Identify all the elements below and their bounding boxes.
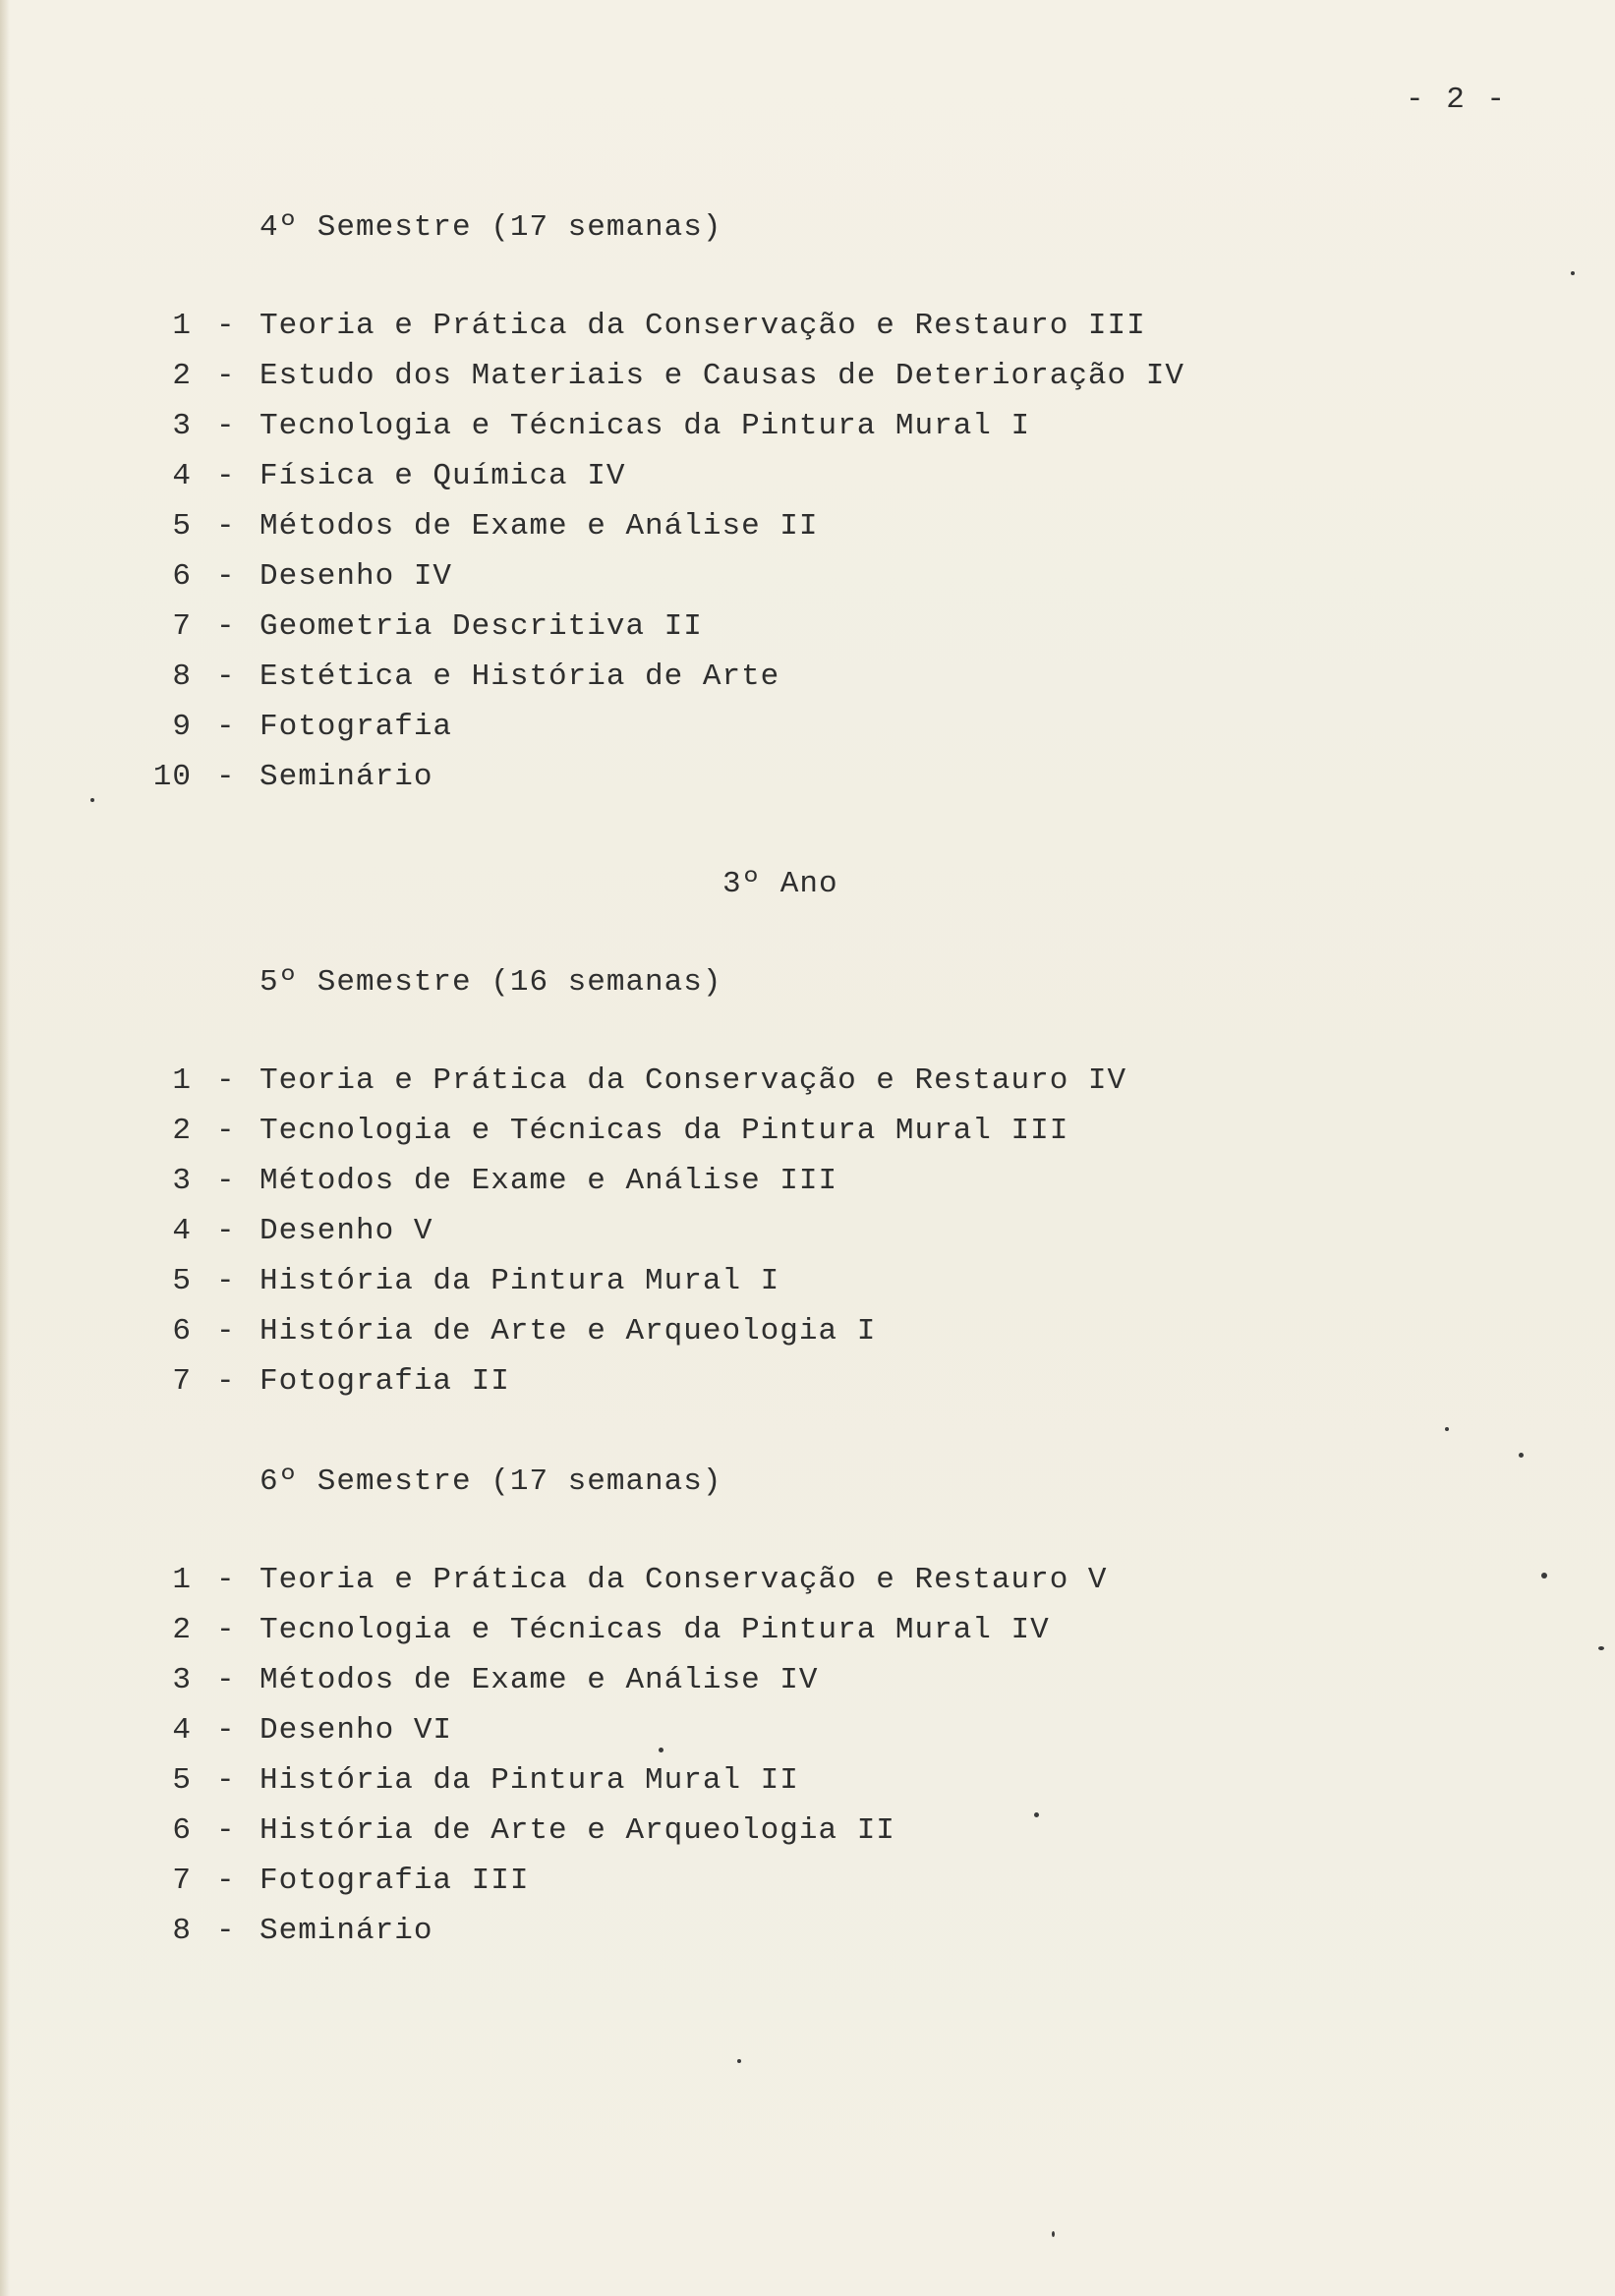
scan-speck bbox=[1571, 271, 1575, 275]
semester-5-course-list bbox=[0, 1063, 1376, 1414]
course-number: 7 bbox=[172, 1864, 192, 1898]
course-list-item bbox=[0, 1713, 1376, 1763]
course-title: História de Arte e Arqueologia I bbox=[260, 1314, 877, 1349]
course-list-item bbox=[0, 710, 1376, 760]
course-title: Teoria e Prática da Conservação e Restauro III bbox=[260, 309, 1146, 343]
course-dash: - bbox=[216, 1663, 236, 1697]
course-dash: - bbox=[216, 1214, 236, 1248]
course-dash: - bbox=[216, 1563, 236, 1597]
course-list-item bbox=[0, 559, 1376, 609]
course-number: 10 bbox=[152, 760, 192, 794]
course-number: 3 bbox=[172, 1663, 192, 1697]
scan-speck bbox=[1034, 1812, 1039, 1817]
course-dash: - bbox=[216, 509, 236, 544]
course-list-item bbox=[0, 1314, 1376, 1364]
course-title: Métodos de Exame e Análise IV bbox=[260, 1663, 819, 1697]
course-number: 4 bbox=[172, 1713, 192, 1748]
course-number: 3 bbox=[172, 1164, 192, 1198]
course-list-item bbox=[0, 1813, 1376, 1864]
semester-5-heading: 5º Semestre (16 semanas) bbox=[260, 965, 722, 1000]
course-list-item bbox=[0, 660, 1376, 710]
course-dash: - bbox=[216, 459, 236, 493]
course-title: Fotografia II bbox=[260, 1364, 510, 1399]
course-list-item bbox=[0, 409, 1376, 459]
course-dash: - bbox=[216, 1063, 236, 1098]
course-list-item bbox=[0, 459, 1376, 509]
course-title: Fotografia III bbox=[260, 1864, 530, 1898]
course-dash: - bbox=[216, 1264, 236, 1298]
scan-speck bbox=[1052, 2231, 1055, 2237]
course-title: Geometria Descritiva II bbox=[260, 609, 703, 644]
course-dash: - bbox=[216, 609, 236, 644]
semester-6-course-list bbox=[0, 1563, 1376, 1964]
course-title: Teoria e Prática da Conservação e Restauro V bbox=[260, 1563, 1108, 1597]
scan-speck bbox=[1598, 1646, 1604, 1650]
course-number: 2 bbox=[172, 1613, 192, 1647]
course-dash: - bbox=[216, 1864, 236, 1898]
course-list-item bbox=[0, 1613, 1376, 1663]
course-dash: - bbox=[216, 1763, 236, 1798]
course-title: Tecnologia e Técnicas da Pintura Mural IV bbox=[260, 1613, 1050, 1647]
semester-4-heading: 4º Semestre (17 semanas) bbox=[260, 210, 722, 245]
course-number: 6 bbox=[172, 1813, 192, 1848]
course-title: História da Pintura Mural I bbox=[260, 1264, 780, 1298]
course-number: 7 bbox=[172, 609, 192, 644]
course-list-item bbox=[0, 1763, 1376, 1813]
course-dash: - bbox=[216, 309, 236, 343]
course-dash: - bbox=[216, 710, 236, 744]
scan-speck bbox=[737, 2059, 741, 2063]
course-number: 3 bbox=[172, 409, 192, 443]
scan-speck bbox=[659, 1748, 663, 1752]
course-number: 5 bbox=[172, 1763, 192, 1798]
course-title: Estudo dos Materiais e Causas de Deterioração IV bbox=[260, 359, 1184, 393]
course-title: Fotografia bbox=[260, 710, 453, 744]
course-dash: - bbox=[216, 1164, 236, 1198]
course-dash: - bbox=[216, 760, 236, 794]
course-dash: - bbox=[216, 1713, 236, 1748]
course-title: Tecnologia e Técnicas da Pintura Mural III bbox=[260, 1114, 1069, 1148]
course-number: 2 bbox=[172, 1114, 192, 1148]
course-number: 7 bbox=[172, 1364, 192, 1399]
course-title: História da Pintura Mural II bbox=[260, 1763, 799, 1798]
course-number: 6 bbox=[172, 1314, 192, 1349]
course-number: 2 bbox=[172, 359, 192, 393]
scan-speck bbox=[90, 798, 94, 802]
course-list-item bbox=[0, 609, 1376, 660]
course-list-item bbox=[0, 1214, 1376, 1264]
course-title: Estética e História de Arte bbox=[260, 660, 780, 694]
course-title: Métodos de Exame e Análise III bbox=[260, 1164, 838, 1198]
course-dash: - bbox=[216, 1314, 236, 1349]
page-number: - 2 - bbox=[1406, 83, 1508, 117]
course-title: Seminário bbox=[260, 760, 433, 794]
course-title: História de Arte e Arqueologia II bbox=[260, 1813, 895, 1848]
scan-speck bbox=[1541, 1573, 1547, 1578]
scan-speck bbox=[1519, 1453, 1524, 1458]
course-list-item bbox=[0, 1164, 1376, 1214]
course-list-item bbox=[0, 1663, 1376, 1713]
course-title: Desenho VI bbox=[260, 1713, 453, 1748]
course-dash: - bbox=[216, 409, 236, 443]
course-list-item bbox=[0, 1563, 1376, 1613]
course-title: Tecnologia e Técnicas da Pintura Mural I bbox=[260, 409, 1031, 443]
course-dash: - bbox=[216, 559, 236, 594]
course-title: Teoria e Prática da Conservação e Restauro IV bbox=[260, 1063, 1127, 1098]
course-number: 1 bbox=[172, 1063, 192, 1098]
course-dash: - bbox=[216, 1364, 236, 1399]
course-number: 1 bbox=[172, 1563, 192, 1597]
course-dash: - bbox=[216, 1813, 236, 1848]
course-list-item bbox=[0, 760, 1376, 810]
course-list-item bbox=[0, 1114, 1376, 1164]
course-list-item bbox=[0, 1364, 1376, 1414]
course-list-item bbox=[0, 1914, 1376, 1964]
course-number: 5 bbox=[172, 1264, 192, 1298]
course-number: 9 bbox=[172, 710, 192, 744]
course-title: Desenho IV bbox=[260, 559, 453, 594]
course-number: 8 bbox=[172, 660, 192, 694]
course-number: 1 bbox=[172, 309, 192, 343]
year-3-heading: 3º Ano bbox=[722, 867, 838, 901]
course-title: Métodos de Exame e Análise II bbox=[260, 509, 819, 544]
course-number: 6 bbox=[172, 559, 192, 594]
course-list-item bbox=[0, 1063, 1376, 1114]
course-list-item bbox=[0, 1264, 1376, 1314]
course-dash: - bbox=[216, 1114, 236, 1148]
course-list-item bbox=[0, 1864, 1376, 1914]
course-number: 4 bbox=[172, 459, 192, 493]
course-title: Desenho V bbox=[260, 1214, 433, 1248]
course-title: Seminário bbox=[260, 1914, 433, 1948]
semester-6-heading: 6º Semestre (17 semanas) bbox=[260, 1464, 722, 1499]
course-title: Física e Química IV bbox=[260, 459, 626, 493]
course-number: 5 bbox=[172, 509, 192, 544]
course-number: 8 bbox=[172, 1914, 192, 1948]
semester-4-course-list bbox=[0, 309, 1376, 810]
course-dash: - bbox=[216, 660, 236, 694]
course-list-item bbox=[0, 309, 1376, 359]
course-dash: - bbox=[216, 359, 236, 393]
course-number: 4 bbox=[172, 1214, 192, 1248]
course-dash: - bbox=[216, 1613, 236, 1647]
course-list-item bbox=[0, 359, 1376, 409]
scan-speck bbox=[1445, 1427, 1449, 1431]
course-dash: - bbox=[216, 1914, 236, 1948]
course-list-item bbox=[0, 509, 1376, 559]
